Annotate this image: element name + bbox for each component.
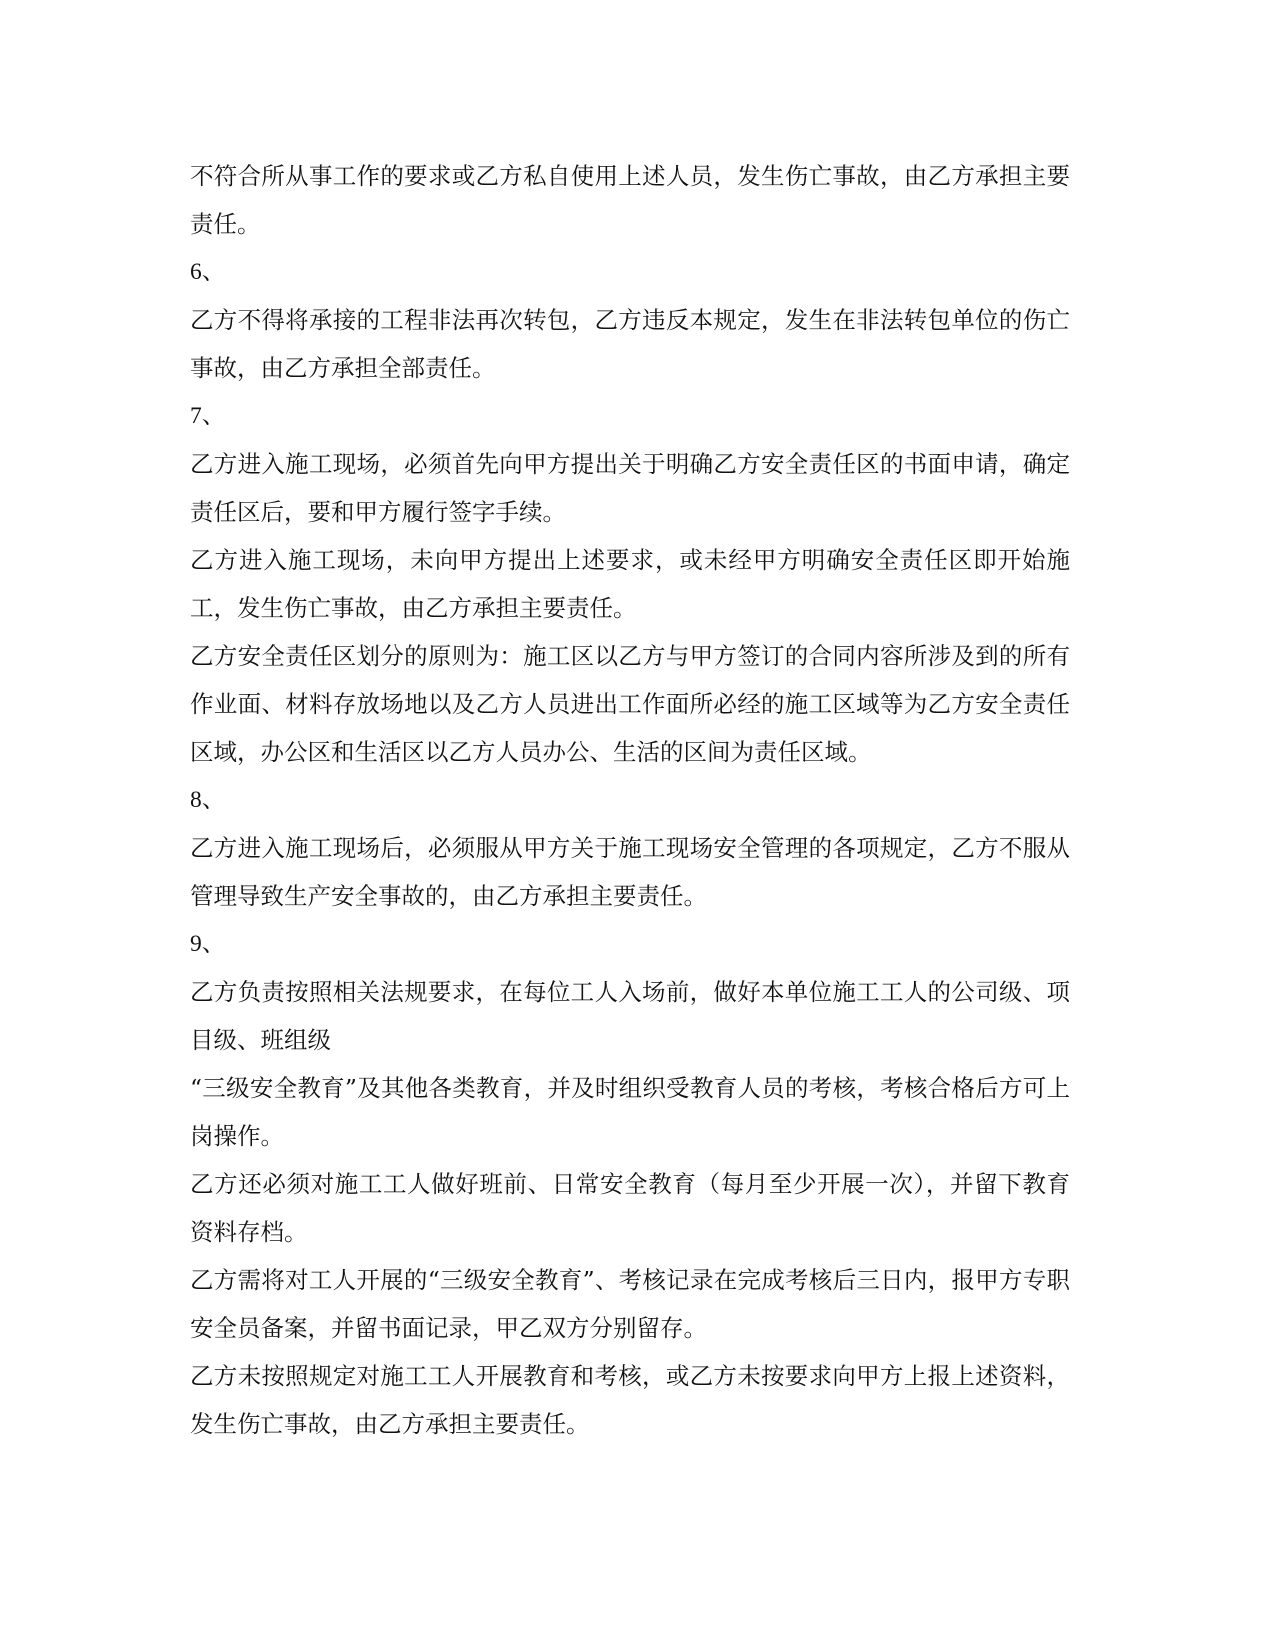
paragraph-safety-zone-principle: 乙方安全责任区划分的原则为：施工区以乙方与甲方签订的合同内容所涉及到的所有作业面、材料存放场地以及乙方人员进出工作面所必经的施工区域等为乙方安全责任区域，办公区和生活区以乙方人员办公、生活的区间为责任区域。 <box>190 642 1070 766</box>
paragraph-responsibility-personnel: 不符合所从事工作的要求或乙方私自使用上述人员，发生伤亡事故，由乙方承担主要责任。 <box>190 162 1070 238</box>
paragraph-site-management: 乙方进入施工现场后，必须服从甲方关于施工现场安全管理的各项规定，乙方不服从管理导致生产安全事故的，由乙方承担主要责任。 <box>190 834 1070 910</box>
document-page <box>190 152 1070 1448</box>
paragraph-safety-zone-application: 乙方进入施工现场，必须首先向甲方提出关于明确乙方安全责任区的书面申请，确定责任区后，要和甲方履行签字手续。 <box>190 450 1070 526</box>
paragraph-safety-zone-violation: 乙方进入施工现场，未向甲方提出上述要求，或未经甲方明确安全责任区即开始施工，发生伤亡事故，由乙方承担主要责任。 <box>190 546 1070 622</box>
paragraph-education-records: 乙方需将对工人开展的“三级安全教育”、考核记录在完成考核后三日内，报甲方专职安全员备案，并留书面记录，甲乙双方分别留存。 <box>190 1266 1070 1342</box>
clause-number-9: 9、 <box>190 931 226 957</box>
paragraph-three-level-education: “三级安全教育”及其他各类教育，并及时组织受教育人员的考核，考核合格后方可上岗操作。 <box>190 1074 1070 1150</box>
paragraph-daily-education: 乙方还必须对施工工人做好班前、日常安全教育（每月至少开展一次），并留下教育资料存档。 <box>190 1170 1070 1246</box>
clause-number-7: 7、 <box>190 403 226 429</box>
clause-number-8: 8、 <box>190 787 226 813</box>
paragraph-education-levels: 乙方负责按照相关法规要求，在每位工人入场前，做好本单位施工工人的公司级、项目级、班组级 <box>190 978 1070 1054</box>
clause-number-6: 6、 <box>190 259 226 285</box>
paragraph-education-violation: 乙方未按照规定对施工工人开展教育和考核，或乙方未按要求向甲方上报上述资料，发生伤亡事故，由乙方承担主要责任。 <box>190 1362 1070 1438</box>
paragraph-subcontracting: 乙方不得将承接的工程非法再次转包，乙方违反本规定，发生在非法转包单位的伤亡事故，由乙方承担全部责任。 <box>190 306 1070 382</box>
